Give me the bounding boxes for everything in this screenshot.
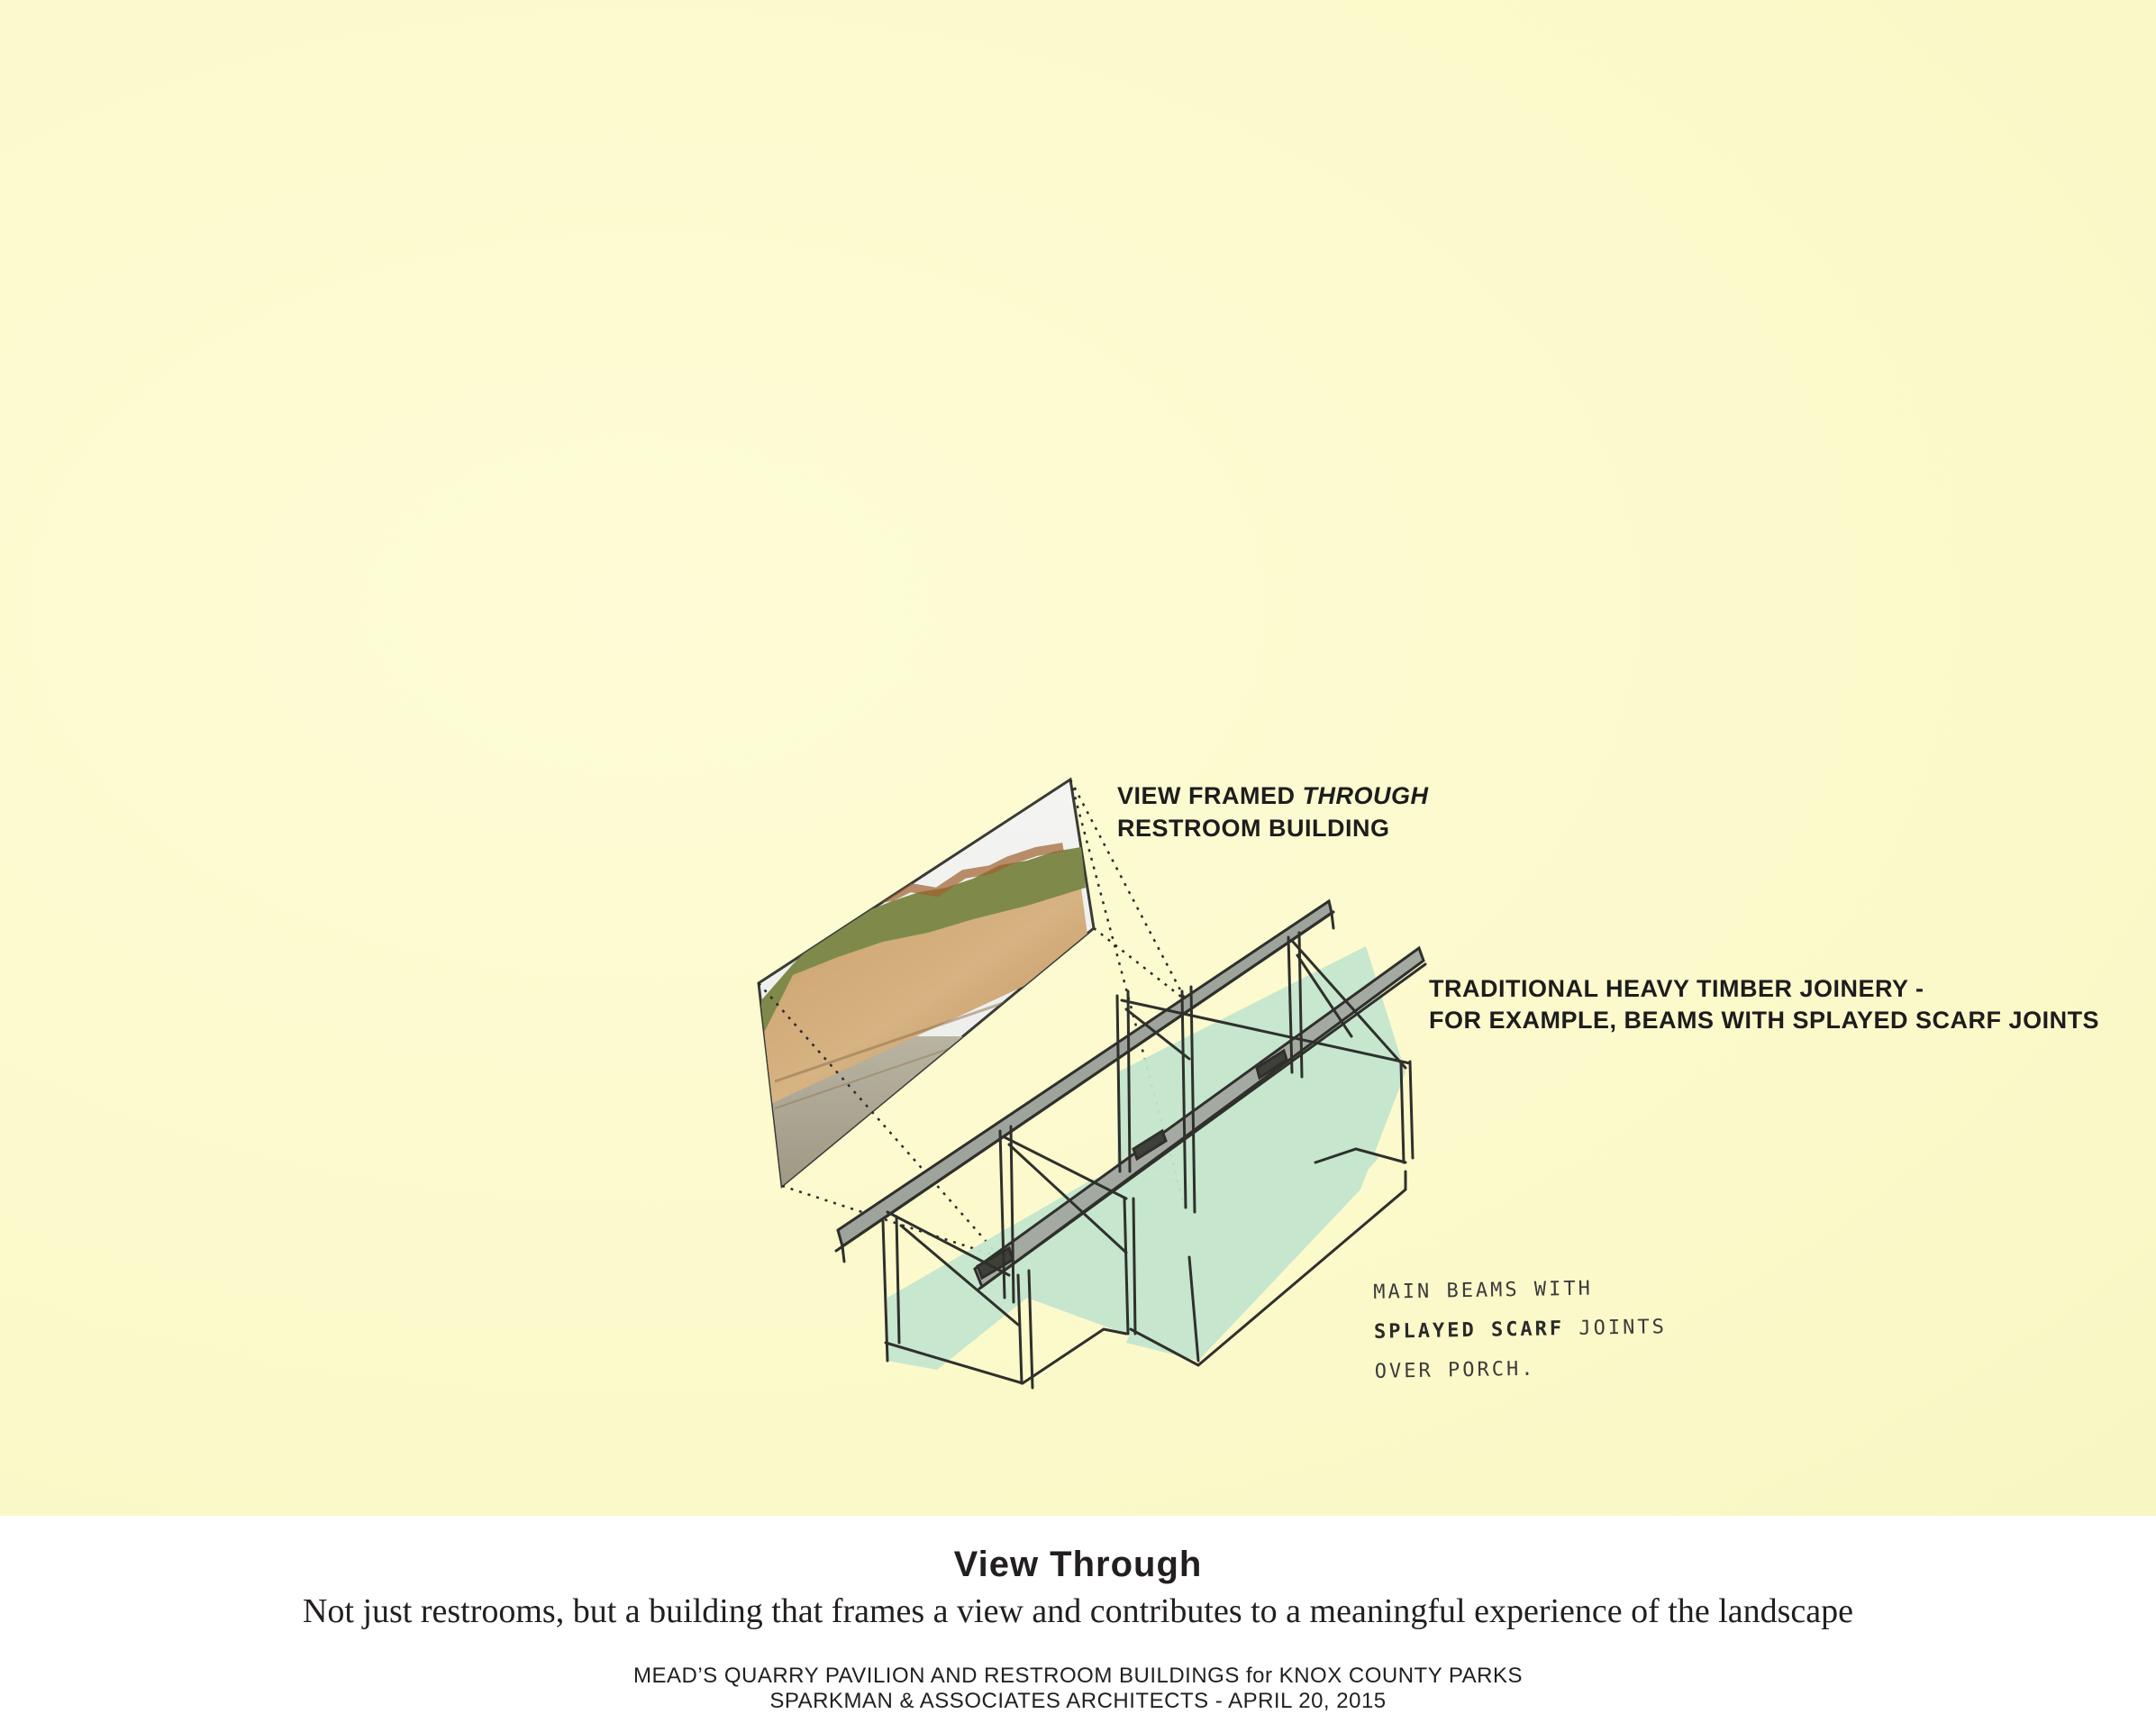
architect-credit: SPARKMAN & ASSOCIATES ARCHITECTS - APRIL 20, 2015 [769, 1689, 1387, 1713]
callout-view-framed [1117, 780, 1429, 844]
note-line2-bold: SPLAYED SCARF [1373, 1317, 1565, 1344]
handwritten-note [1373, 1268, 1668, 1392]
callout-timber-line2: FOR EXAMPLE, BEAMS WITH SPLAYED SCARF JOINTS [1429, 1007, 2100, 1034]
callout-view-bold: VIEW FRAMED [1117, 782, 1303, 809]
note-line2-rest: JOINTS [1563, 1316, 1668, 1341]
caption-title: View Through [953, 1545, 1203, 1584]
note-line3: OVER PORCH. [1374, 1357, 1536, 1383]
note-line1: MAIN BEAMS WITH [1373, 1277, 1594, 1304]
caption-subtitle: Not just restrooms, but a building that frames a view and contributes to a meaningful experience of the landscape [302, 1592, 1854, 1630]
project-credit: MEAD’S QUARRY PAVILION AND RESTROOM BUILDINGS for KNOX COUNTY PARKS [632, 1664, 1524, 1688]
callout-view-line2: RESTROOM BUILDING [1117, 815, 1390, 842]
callout-timber-joinery [1429, 973, 2099, 1036]
callout-view-italic: THROUGH [1302, 782, 1429, 809]
callout-timber-line1: TRADITIONAL HEAVY TIMBER JOINERY - [1429, 975, 1924, 1002]
caption-block [0, 1516, 2156, 1713]
framed-view-photo [748, 780, 1108, 1199]
